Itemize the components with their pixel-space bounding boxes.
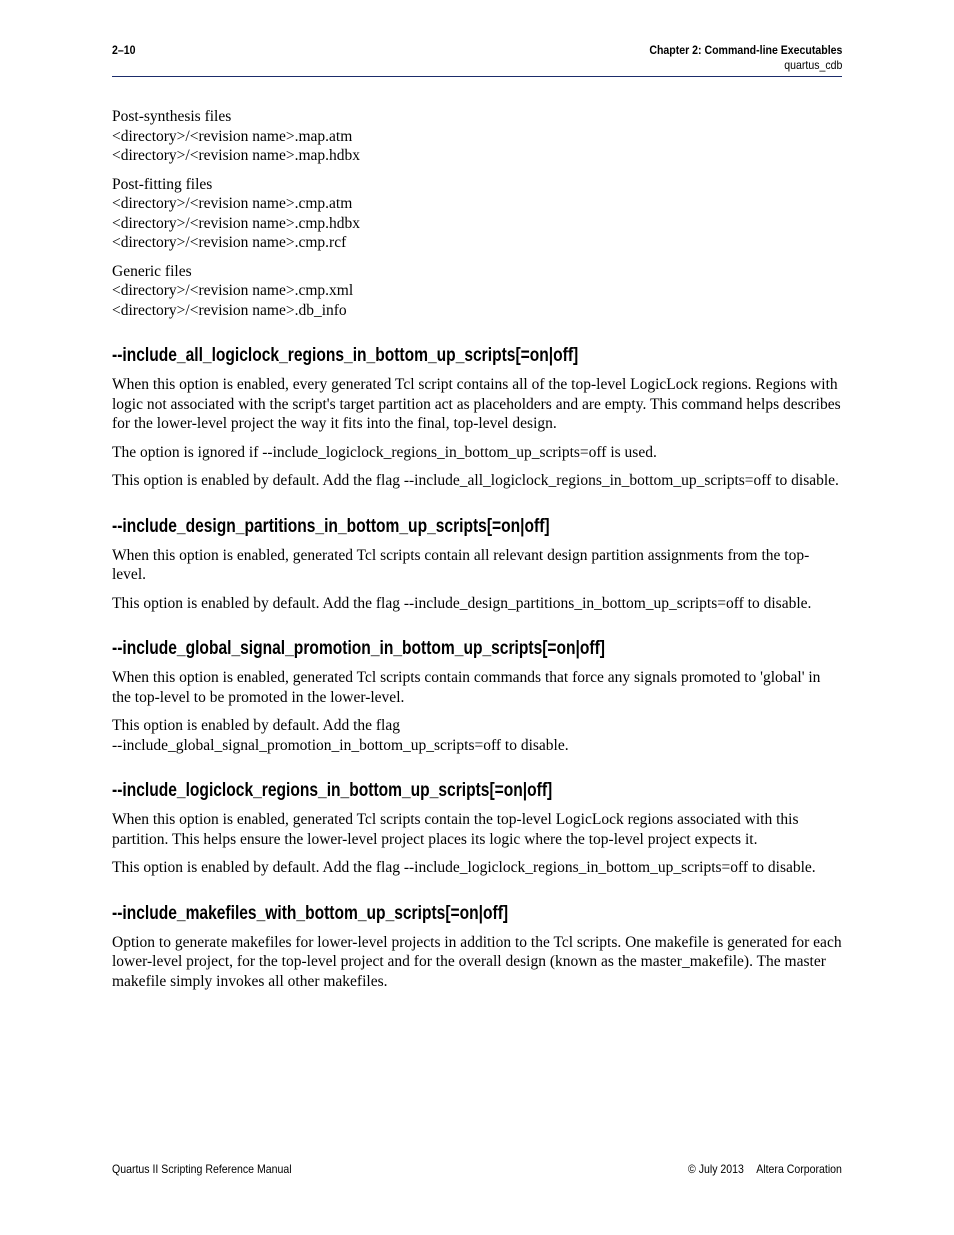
page-body (112, 107, 842, 1000)
body-paragraph: The option is ignored if --include_logiclock_regions_in_bottom_up_scripts=off is used. (112, 443, 657, 461)
file-group-label: Post-synthesis files (112, 108, 232, 125)
section-name: quartus_cdb (783, 58, 842, 72)
body-paragraph: When this option is enabled, generated Tcl scripts contain all relevant design partition assignments from the top-level. (112, 546, 810, 583)
section-heading-include-makefiles: --include_makefiles_with_bottom_up_scripts[=on|off] (112, 902, 509, 924)
body-paragraph (112, 716, 842, 755)
file-path: <directory>/<revision name>.cmp.atm (112, 195, 353, 212)
section-heading-include-global-signal: --include_global_signal_promotion_in_bottom_up_scripts[=on|off] (112, 638, 605, 659)
section-heading-include-all-logiclock: --include_all_logiclock_regions_in_bottom_up_scripts[=on|off] (112, 345, 579, 366)
body-paragraph: When this option is enabled, generated Tcl scripts contain commands that force any signals promoted to 'global' in the top-level to be promoted in the lower-level. (112, 669, 821, 706)
body-paragraph: When this option is enabled, every generated Tcl script contains all of the top-level LogicLock regions. Regions with logic not associated with the script's target partition act as placeholders and are empty. This command helps describes for the lower-level project the way it fits into the final, top-level design. (112, 376, 841, 432)
body-paragraph: This option is enabled by default. Add the flag --include_logiclock_regions_in_bottom_up_scripts=off to disable. (112, 859, 816, 876)
file-path: <directory>/<revision name>.cmp.xml (112, 282, 354, 299)
file-path: <directory>/<revision name>.cmp.hdbx (112, 214, 361, 232)
file-path: <directory>/<revision name>.map.atm (112, 127, 353, 145)
chapter-title: Chapter 2: Command-line Executables (648, 43, 842, 57)
section-heading-include-logiclock: --include_logiclock_regions_in_bottom_up_scripts[=on|off] (112, 780, 553, 801)
footer-copyright (688, 1162, 842, 1176)
file-path: <directory>/<revision name>.map.hdbx (112, 147, 361, 164)
body-line: --include_global_signal_promotion_in_bottom_up_scripts=off to disable. (112, 736, 569, 754)
file-group-post-fitting (112, 175, 842, 253)
file-path: <directory>/<revision name>.db_info (112, 301, 347, 319)
file-group-generic (112, 262, 842, 321)
body-paragraph: When this option is enabled, generated Tcl scripts contain the top-level LogicLock regions associated with this partition. This helps ensure the lower-level project places its logic where the top-level project expects it. (112, 811, 799, 848)
body-paragraph: Option to generate makefiles for lower-level projects in addition to the Tcl scripts. One makefile is generated for each lower-level project, for the top-level project and for the overall design (known as the master_makefile). The master makefile simply invokes all other makefiles. (112, 933, 842, 990)
footer-date: © July 2013 (688, 1162, 744, 1176)
page-number: 2–10 (112, 43, 136, 57)
header-rule (112, 76, 842, 77)
file-group-post-synthesis (112, 107, 842, 166)
file-path: <directory>/<revision name>.cmp.rcf (112, 234, 347, 251)
section-heading-include-design-partitions: --include_design_partitions_in_bottom_up_scripts[=on|off] (112, 515, 550, 537)
file-group-label: Generic files (112, 262, 192, 280)
body-paragraph: This option is enabled by default. Add the flag --include_design_partitions_in_bottom_up_scripts=off to disable. (112, 594, 812, 612)
body-paragraph: This option is enabled by default. Add the flag --include_all_logiclock_regions_in_bottom_up_scripts=off to disable. (112, 472, 839, 489)
body-line: This option is enabled by default. Add the flag (112, 717, 400, 734)
footer-manual-title: Quartus II Scripting Reference Manual (112, 1162, 292, 1176)
file-group-label: Post-fitting files (112, 175, 213, 193)
running-header (649, 43, 842, 73)
footer-company: Altera Corporation (756, 1162, 842, 1176)
